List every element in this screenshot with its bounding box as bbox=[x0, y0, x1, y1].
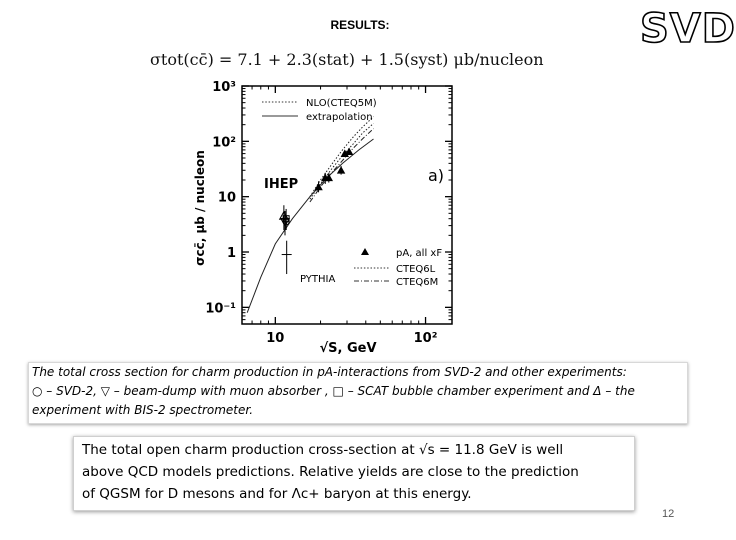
cross-section-formula: σtot(cc̄) = 7.1 + 2.3(stat) + 1.5(syst) μb/nucleon bbox=[150, 50, 544, 69]
caption-line-2: ○ – SVD-2, ▽ – beam-dump with muon absorber , □ – SCAT bubble chamber experiment and Δ – the bbox=[32, 384, 635, 398]
legend-bottom-label-0: pA, all xF bbox=[396, 248, 443, 259]
chart-pythia-label: PYTHIA bbox=[300, 274, 336, 285]
y-tick-label: 10⁻¹ bbox=[205, 301, 236, 317]
chart-xlabel: √S, GeV bbox=[319, 341, 377, 356]
curve-cteq6m bbox=[310, 129, 374, 202]
svd-logo: SVD bbox=[640, 6, 736, 52]
legend-bottom-label-2: CTEQ6M bbox=[396, 277, 439, 288]
x-tick-label: 10 bbox=[266, 331, 285, 346]
chart-panel-label: a) bbox=[428, 166, 445, 185]
page-number: 12 bbox=[662, 508, 675, 520]
figure-caption bbox=[28, 362, 688, 424]
caption-line-1: The total cross section for charm production in pA-interactions from SVD-2 and other experiments: bbox=[32, 365, 627, 379]
chart-ihep-label: IHEP bbox=[264, 177, 299, 192]
legend-top bbox=[262, 98, 377, 123]
y-tick-label: 10³ bbox=[212, 80, 236, 95]
legend-bottom-label-1: CTEQ6L bbox=[396, 264, 436, 275]
slide-title: RESULTS: bbox=[330, 18, 390, 32]
conclusion-line-3: of QGSM for D mesons and for Λc+ baryon at this energy. bbox=[82, 486, 472, 502]
caption-line-3: experiment with BIS-2 spectrometer. bbox=[32, 403, 254, 417]
conclusion-line-1: The total open charm production cross-section at √s = 11.8 GeV is well bbox=[82, 442, 564, 458]
conclusion-line-2: above QCD models predictions. Relative yields are close to the prediction bbox=[82, 464, 579, 480]
y-tick-label: 1 bbox=[226, 246, 236, 262]
legend-bottom-marker-0 bbox=[361, 248, 369, 255]
y-tick-label: 10² bbox=[212, 135, 236, 151]
legend-top-label-0: NLO(CTEQ5M) bbox=[306, 98, 377, 109]
cross-section-chart bbox=[190, 68, 490, 358]
legend-top-label-1: extrapolation bbox=[306, 112, 373, 123]
chart-ylabel: σcc̄, μb / nucleon bbox=[193, 150, 207, 266]
x-tick-label: 10² bbox=[413, 331, 438, 346]
legend-bottom bbox=[354, 248, 442, 288]
y-tick-label: 10 bbox=[217, 190, 236, 206]
conclusion-box bbox=[73, 436, 635, 511]
curve-extrapolation bbox=[247, 139, 373, 313]
